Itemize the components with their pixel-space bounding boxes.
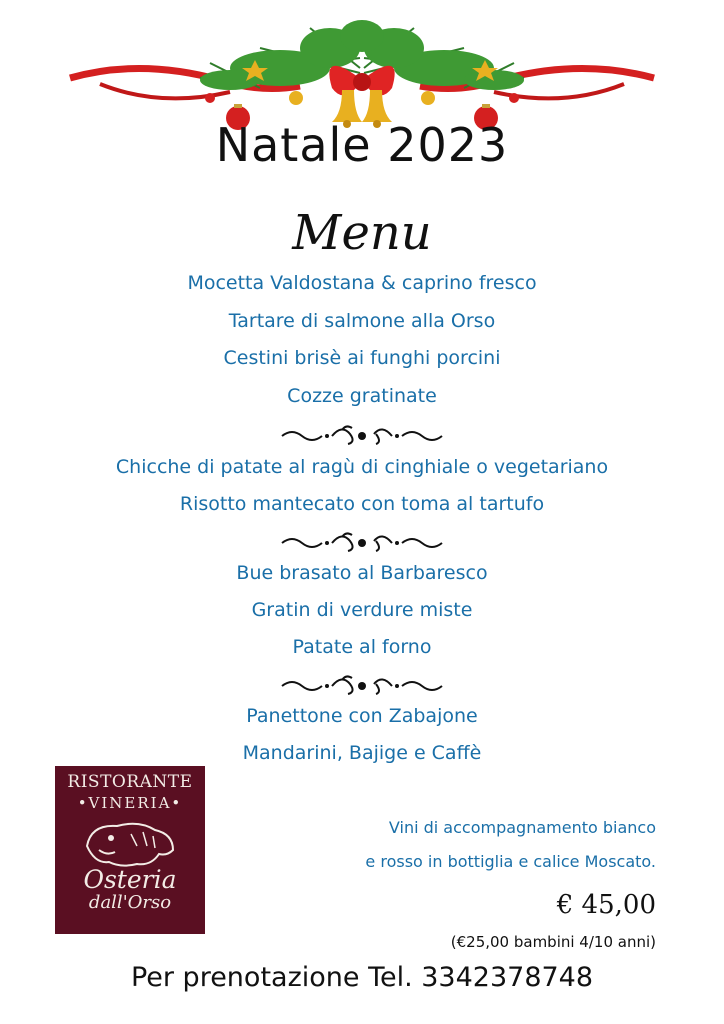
dish-item: Patate al forno: [292, 636, 432, 658]
dish-item: Risotto mantecato con toma al tartufo: [179, 493, 545, 515]
logo-line-ristorante: RISTORANTE: [67, 772, 193, 792]
dish-item: Gratin di verdure miste: [251, 599, 473, 621]
bear-logo-icon: [81, 816, 179, 872]
menu-price: € 45,00: [556, 890, 656, 920]
ornamental-divider-icon: [272, 527, 452, 559]
logo-line-dallorso: dall'Orso: [88, 892, 172, 913]
dish-item: Chicche di patate al ragù di cinghiale o vegetariano: [115, 456, 609, 478]
dish-item: Bue brasato al Barbaresco: [236, 562, 488, 584]
ornamental-divider-icon: [272, 670, 452, 702]
page-title: Natale 2023: [215, 118, 509, 172]
logo-line-osteria: Osteria: [83, 865, 177, 894]
wine-info-line: Vini di accompagnamento bianco: [388, 818, 656, 837]
dish-item: Panettone con Zabajone: [246, 705, 478, 727]
menu-heading: Menu: [292, 205, 432, 261]
ornamental-divider-icon: [272, 420, 452, 452]
restaurant-logo: [55, 766, 205, 934]
dish-item: Mandarini, Bajige e Caffè: [242, 742, 482, 764]
dish-item: Mocetta Valdostana & caprino fresco: [187, 272, 537, 294]
logo-line-vineria: •VINERIA•: [77, 794, 183, 812]
dish-item: Tartare di salmone alla Orso: [228, 310, 496, 332]
booking-phone: Per prenotazione Tel. 3342378748: [130, 962, 594, 993]
dish-item: Cozze gratinate: [287, 385, 437, 407]
wine-info-line: e rosso in bottiglia e calice Moscato.: [365, 852, 656, 871]
kids-price: (€25,00 bambini 4/10 anni): [450, 933, 656, 951]
dish-item: Cestini brisè ai funghi porcini: [223, 347, 501, 369]
